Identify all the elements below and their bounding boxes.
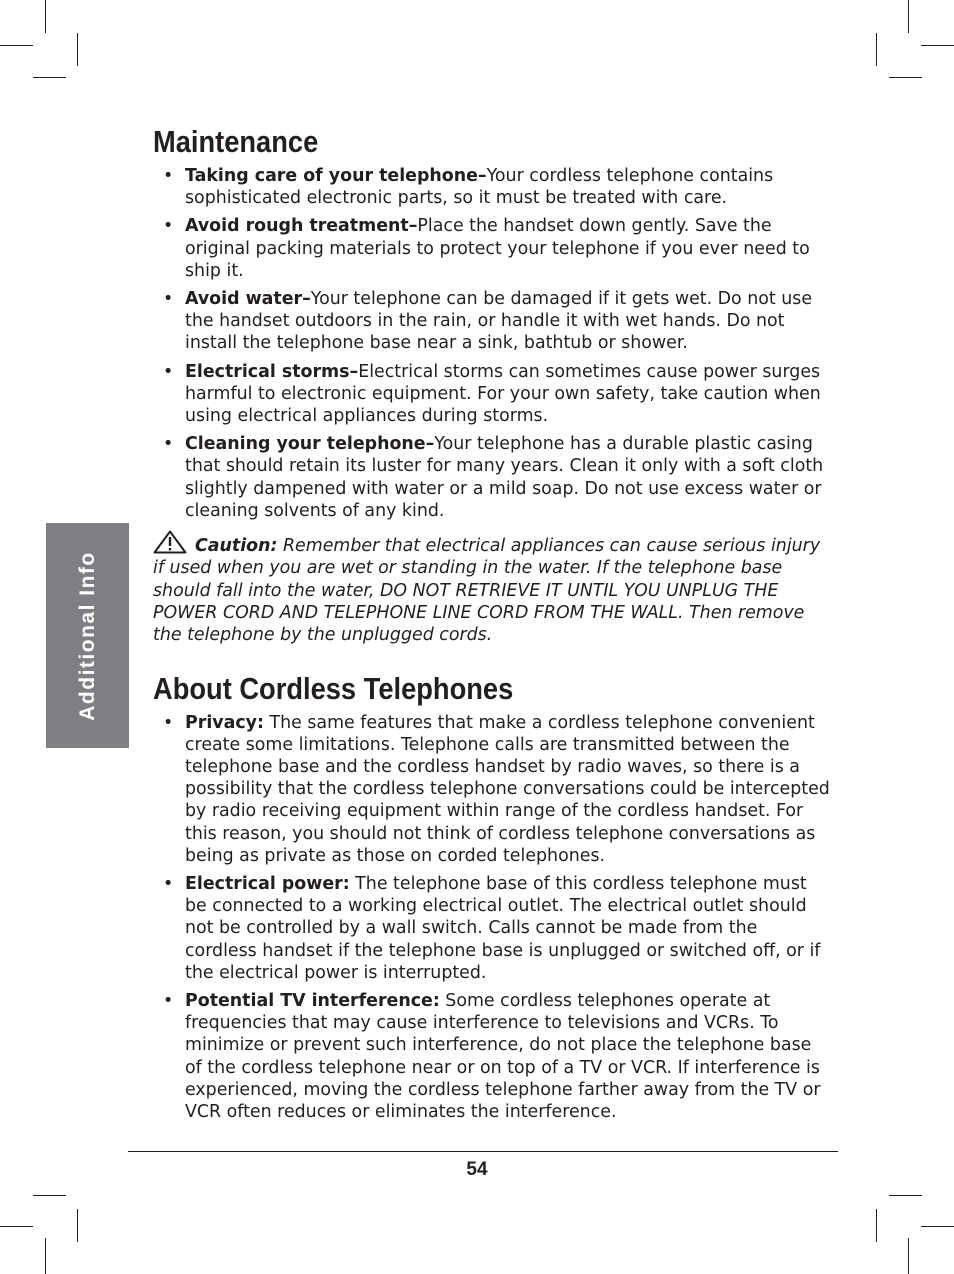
- list-item: • Avoid water–Your telephone can be damaged if it gets wet. Do not use the handset outdoors in the rain, or handle it with wet hands. Do not install the telephone base near a sink, bathtub or shower.: [163, 289, 813, 354]
- about-heading: About Cordless Telephones: [153, 670, 514, 706]
- item-text: Your telephone has a durable plastic casing that should retain its luster for many years. Clean it only with a soft cloth slightly dampened with water or a mild soap. Do not use excess water or cleaning solvents of any kind.: [185, 434, 824, 521]
- crop-mark: [889, 1195, 922, 1196]
- page-content: [153, 122, 833, 1129]
- item-term: Electrical storms–: [185, 361, 359, 382]
- item-term: Taking care of your telephone–: [185, 166, 487, 186]
- item-text: Place the handset down gently. Save the original packing materials to protect your telephone if you ever need to ship it.: [185, 216, 810, 281]
- warning-triangle-icon: [153, 530, 187, 554]
- list-item: • Potential TV interference: Some cordless telephones operate at frequencies that may cause interference to televisions and VCRs. To minimize or prevent such interference, do not place the telephone base of the cordless telephone near or on top of a TV or VCR. If interference is experienced, moving the cordless telephone farther away from the TV or VCR often reduces or eliminates the interference.: [163, 990, 821, 1122]
- crop-mark: [33, 1195, 66, 1196]
- side-tab-label: Additional Info: [75, 550, 99, 721]
- caution-note: [153, 530, 833, 646]
- page-number: 54: [466, 1159, 488, 1180]
- list-item: • Avoid rough treatment–Place the handset down gently. Save the original packing materials to protect your telephone if you ever need to ship it.: [163, 216, 810, 281]
- item-term: Avoid water–: [185, 289, 311, 310]
- item-term: Electrical power:: [185, 873, 350, 894]
- item-text: Some cordless telephones operate at frequencies that may cause interference to televisions and VCRs. To minimize or prevent such interference, do not place the telephone base of the cordless telephone near or on top of a TV or VCR. If interference is experienced, moving the cordless telephone farther away from the TV or VCR often reduces or eliminates the interference.: [185, 990, 821, 1122]
- crop-mark: [876, 33, 877, 66]
- item-term: Avoid rough treatment–: [185, 216, 418, 237]
- item-text: The telephone base of this cordless telephone must be connected to a working electrical outlet. The electrical outlet should not be controlled by a wall switch. Calls cannot be made from the cordless handset if the telephone base is unplugged or switched off, or if the electrical power is interrupted.: [185, 873, 821, 983]
- list-item: • Electrical power: The telephone base of this cordless telephone must be connected to a working electrical outlet. The electrical outlet should not be controlled by a wall switch. Calls cannot be made from the cordless handset if the telephone base is unplugged or switched off, or if the electrical power is interrupted.: [163, 873, 821, 983]
- item-text: The same features that make a cordless telephone convenient create some limitations. Telephone calls are transmitted between the telephone base and the cordless handset by radio waves, so there is a possibility that the cordless telephone conversations could be intercepted by radio receiving equipment within range of the cordless handset. For this reason, you should not think of cordless telephone conversations as being as private as those on corded telephones.: [185, 712, 830, 866]
- item-term: Cleaning your telephone–: [185, 434, 435, 455]
- crop-mark: [908, 0, 909, 33]
- crop-mark: [908, 1238, 909, 1274]
- maintenance-list: [153, 165, 833, 522]
- crop-mark: [889, 77, 922, 78]
- crop-mark: [77, 1209, 78, 1242]
- crop-mark: [45, 0, 46, 33]
- list-item: • Cleaning your telephone–Your telephone has a durable plastic casing that should retain its luster for many years. Clean it only with a soft cloth slightly dampened with water or a mild soap. Do not use excess water or cleaning solvents of any kind.: [163, 434, 824, 521]
- crop-mark: [0, 1226, 33, 1227]
- item-term: Potential TV interference:: [185, 990, 440, 1011]
- list-item: • Electrical storms–Electrical storms can sometimes cause power surges harmful to electronic equipment. For your own safety, take caution when using electrical appliances during storms.: [163, 361, 821, 427]
- crop-mark: [0, 45, 33, 46]
- item-term: Privacy:: [185, 712, 264, 733]
- crop-mark: [876, 1209, 877, 1242]
- caution-label: Caution:: [195, 536, 278, 557]
- crop-mark: [921, 1226, 954, 1227]
- crop-mark: [77, 33, 78, 66]
- maintenance-heading: Maintenance: [153, 124, 319, 159]
- caution-text: Remember that electrical appliances can cause serious injury if used when you are wet or standing in the water. If the telephone base should fall into the water, DO NOT RETRIEVE IT UNTIL YOU UNPLUG THE POWER CORD AND TELEPHONE LINE CORD FROM THE WALL. Then remove the telephone by the unplugged cords.: [153, 536, 821, 646]
- crop-mark: [45, 1238, 46, 1274]
- item-text: Your telephone can be damaged if it gets wet. Do not use the handset outdoors in the rain, or handle it with wet hands. Do not install the telephone base near a sink, bathtub or shower.: [185, 289, 813, 354]
- item-text: Your cordless telephone contains sophisticated electronic parts, so it must be treated with care.: [185, 166, 774, 209]
- list-item: • Taking care of your telephone–Your cordless telephone contains sophisticated electronic parts, so it must be treated with care.: [163, 166, 774, 209]
- footer-rule: [128, 1151, 838, 1152]
- crop-mark: [921, 45, 954, 46]
- section-side-tab: [46, 523, 129, 748]
- about-list: [153, 712, 833, 1124]
- crop-mark: [33, 77, 66, 78]
- item-text: Electrical storms can sometimes cause power surges harmful to electronic equipment. For your own safety, take caution when using electrical appliances during storms.: [185, 361, 821, 427]
- list-item: • Privacy: The same features that make a cordless telephone convenient create some limitations. Telephone calls are transmitted between the telephone base and the cordless handset by radio waves, so there is a possibility that the cordless telephone conversations could be intercepted by radio receiving equipment within range of the cordless handset. For this reason, you should not think of cordless telephone conversations as being as private as those on corded telephones.: [163, 712, 830, 866]
